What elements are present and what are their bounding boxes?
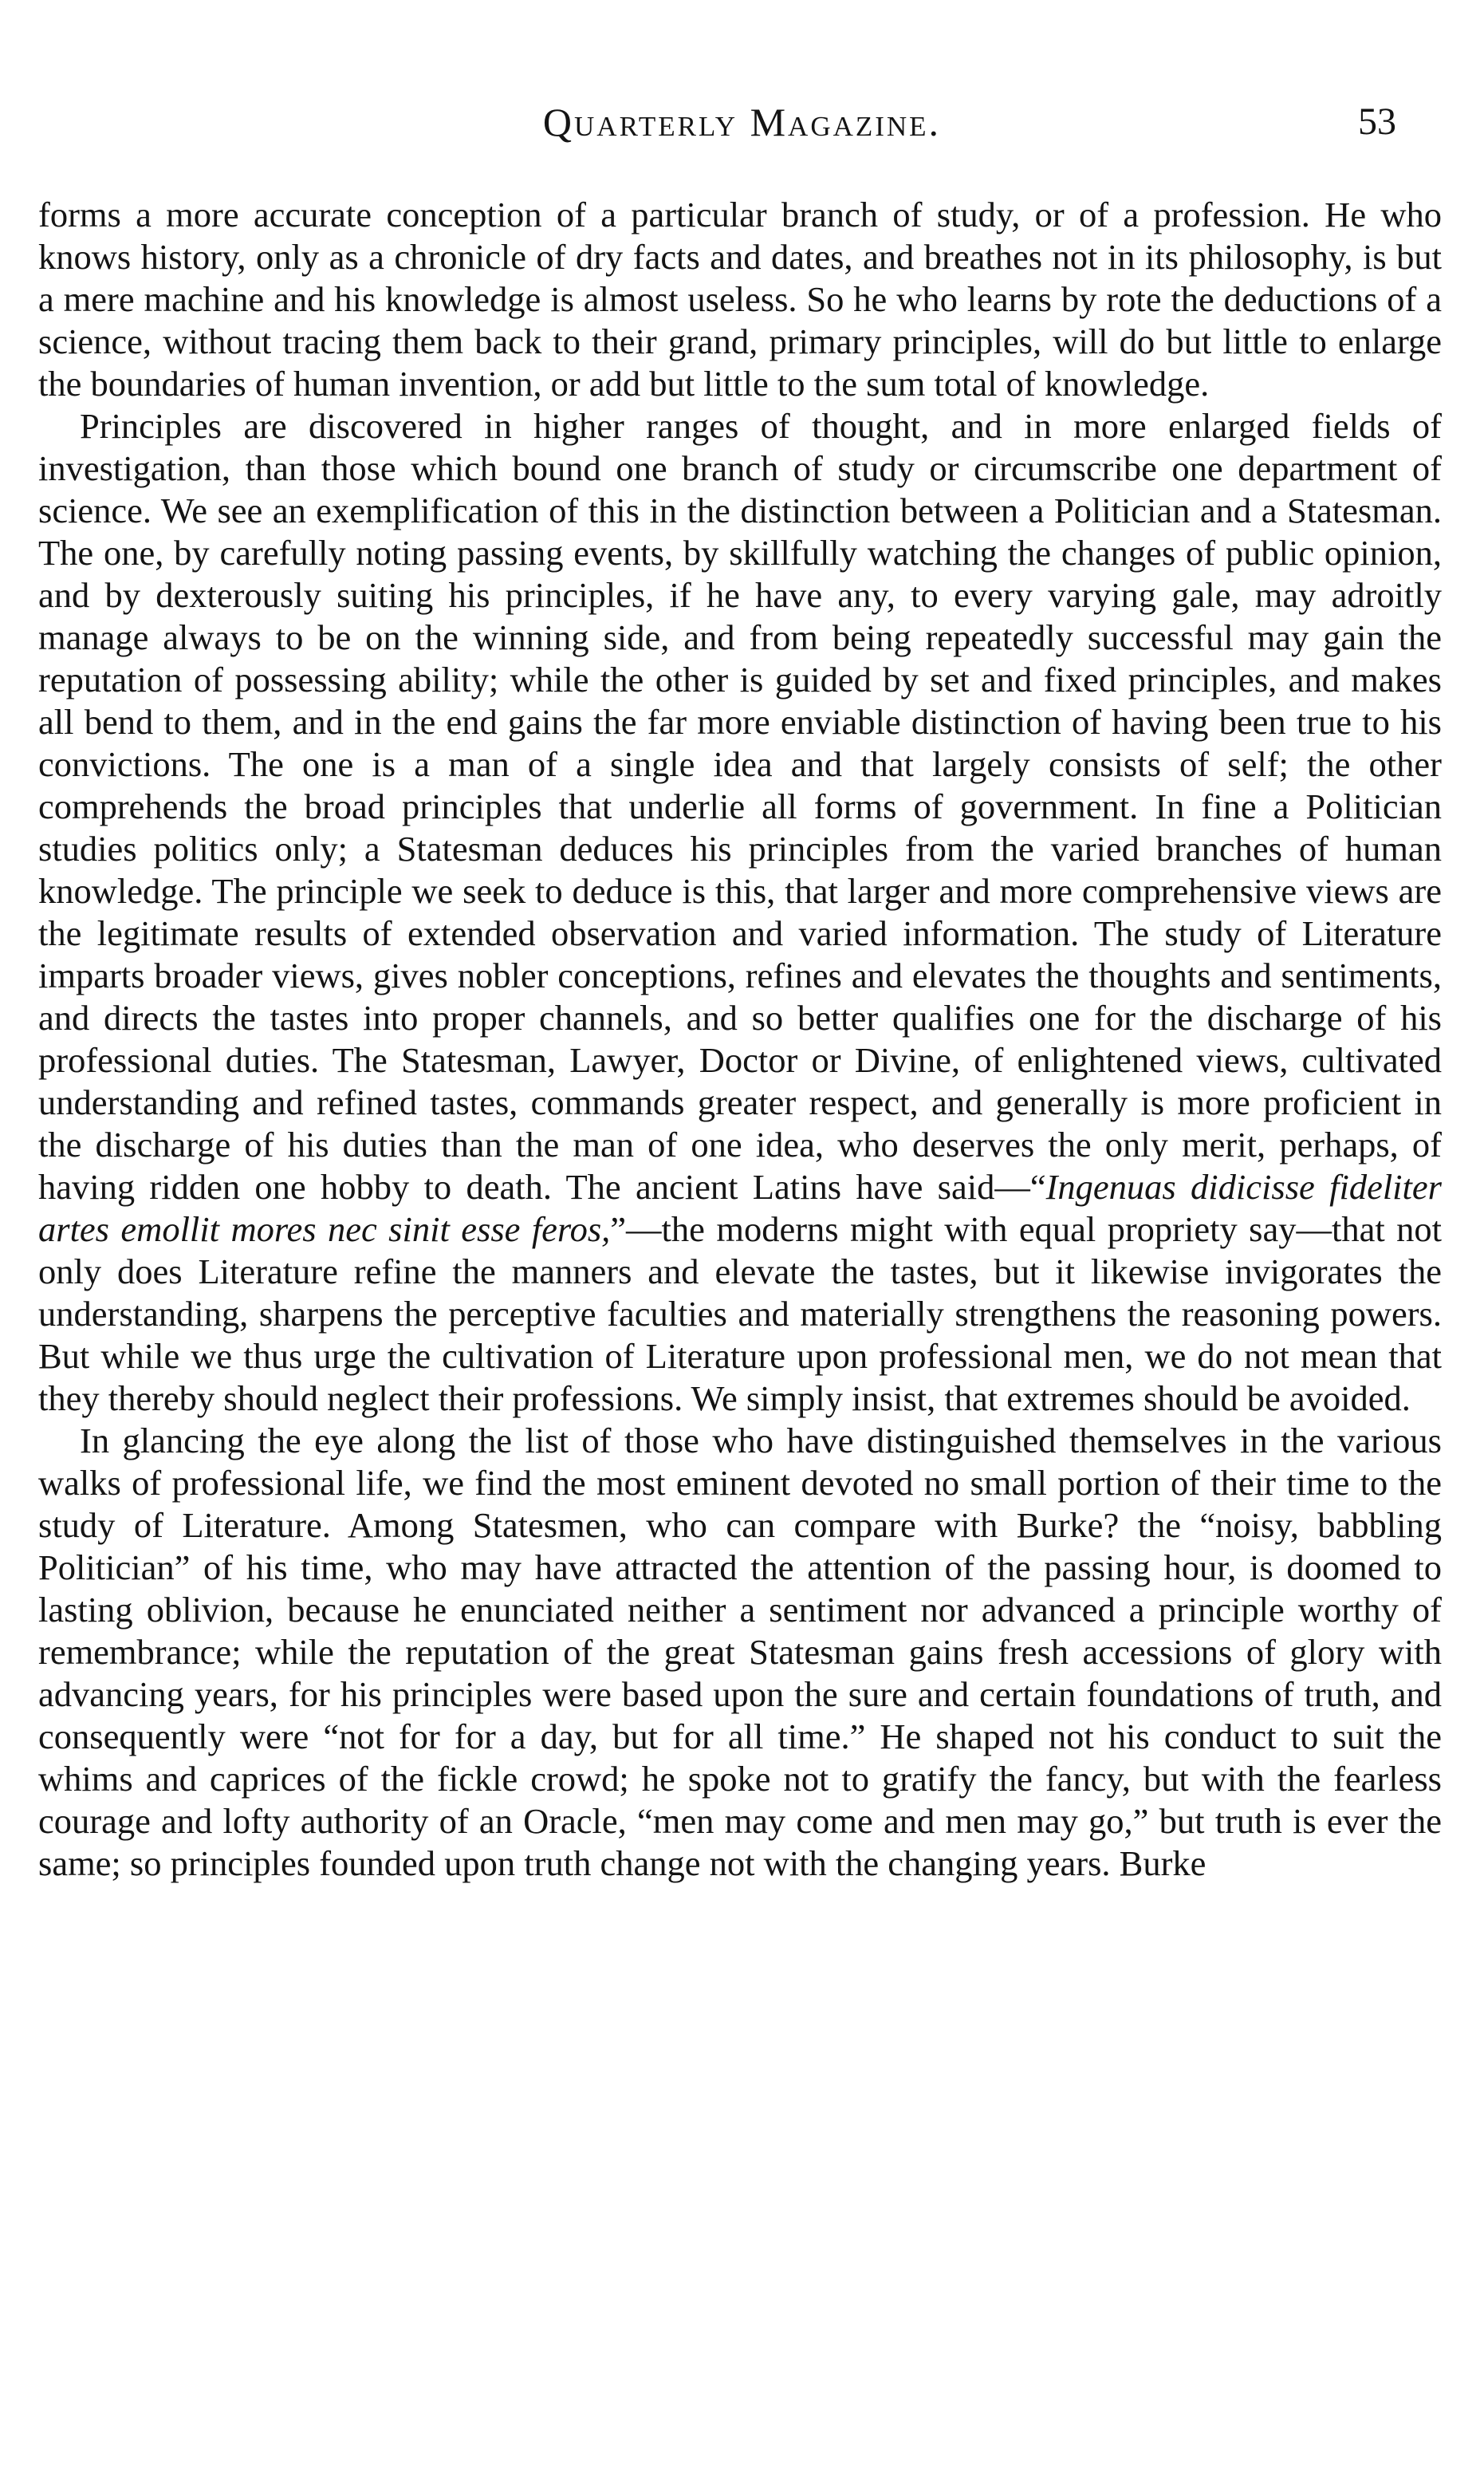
paragraph-politician-statesman bbox=[38, 405, 1442, 1420]
body-text bbox=[38, 194, 1442, 1885]
paragraph-text: Principles are discovered in higher ranges of thought, and in more enlarged fields of investigation, than those which bound one branch of study or circumscribe one department of science. We see an exemplification of this in the distinction between a Politician and a Statesman. The one, by carefully noting passing events, by skillfully watching the changes of public opinion, and by dexterously suiting his principles, if he have any, to every varying gale, may adroitly manage always to be on the winning side, and from being repeatedly successful may gain the reputation of possessing ability; while the other is guided by set and fixed principles, and makes all bend to them, and in the end gains the far more enviable distinction of having been true to his convictions. The one is a man of a single idea and that largely consists of self; the other comprehends the broad principles that underlie all forms of government. In fine a Politician studies politics only; a Statesman deduces his principles from the varied branches of human knowledge. The principle we seek to deduce is this, that larger and more comprehensive views are the legitimate results of extended observation and varied information. The study of Literature imparts broader views, gives nobler conceptions, refines and elevates the thoughts and sentiments, and directs the tastes into proper channels, and so better qualifies one for the discharge of his professional duties. The Statesman, Lawyer, Doctor or Divine, of enlightened views, cultivated understanding and refined tastes, commands greater respect, and generally is more proficient in the discharge of his duties than the man of one idea, who deserves the only merit, perhaps, of having ridden one hobby to death. The ancient Latins have said—“ bbox=[38, 406, 1442, 1207]
paragraph-text: forms a more accurate conception of a particular branch of study, or of a profession. He who knows history, only as a chronicle of dry facts and dates, and breathes not in its philosophy, is but a mere machine and his knowledge is almost useless. So he who learns by rote the deductions of a science, without tracing them back to their grand, primary principles, will do but little to enlarge the boundaries of human invention, or add but little to the sum total of knowledge. bbox=[38, 195, 1442, 404]
paragraph-text: ”—the moderns might with equal propriety say—that not only does Literature refine the manners and elevate the tastes, but it likewise invigorates the understanding, sharpens the perceptive faculties and materially strengthens the reasoning powers. But while we thus urge the cultivation of Literature upon professional men, we do not mean that they thereby should neglect their professions. We simply insist, that extremes should be avoided. bbox=[38, 1209, 1442, 1418]
latin-quotation: Ingenuas didicisse fideliter artes emollit mores nec sinit esse feros, bbox=[38, 1167, 1442, 1249]
running-title: Quarterly Magazine. bbox=[542, 100, 942, 144]
page-number: 53 bbox=[1358, 100, 1396, 143]
paragraph-burke bbox=[38, 1420, 1442, 1885]
running-head bbox=[0, 94, 1484, 150]
paragraph-continuation bbox=[38, 194, 1442, 405]
paragraph-text: In glancing the eye along the list of those who have distinguished themselves in the various walks of professional life, we find the most eminent devoted no small portion of their time to the study of Literature. Among Statesmen, who can compare with Burke? the “noisy, babbling Politician” of his time, who may have attracted the attention of the passing hour, is doomed to lasting oblivion, because he enunciated neither a sentiment nor advanced a principle worthy of remembrance; while the reputation of the great Statesman gains fresh accessions of glory with advancing years, for his principles were based upon the sure and certain foundations of truth, and consequently were “not for for a day, but for all time.” He shaped not his conduct to suit the whims and caprices of the fickle crowd; he spoke not to gratify the fancy, but with the fearless courage and lofty authority of an Oracle, “men may come and men may go,” but truth is ever the same; so principles founded upon truth change not with the changing years. Burke bbox=[38, 1421, 1442, 1883]
